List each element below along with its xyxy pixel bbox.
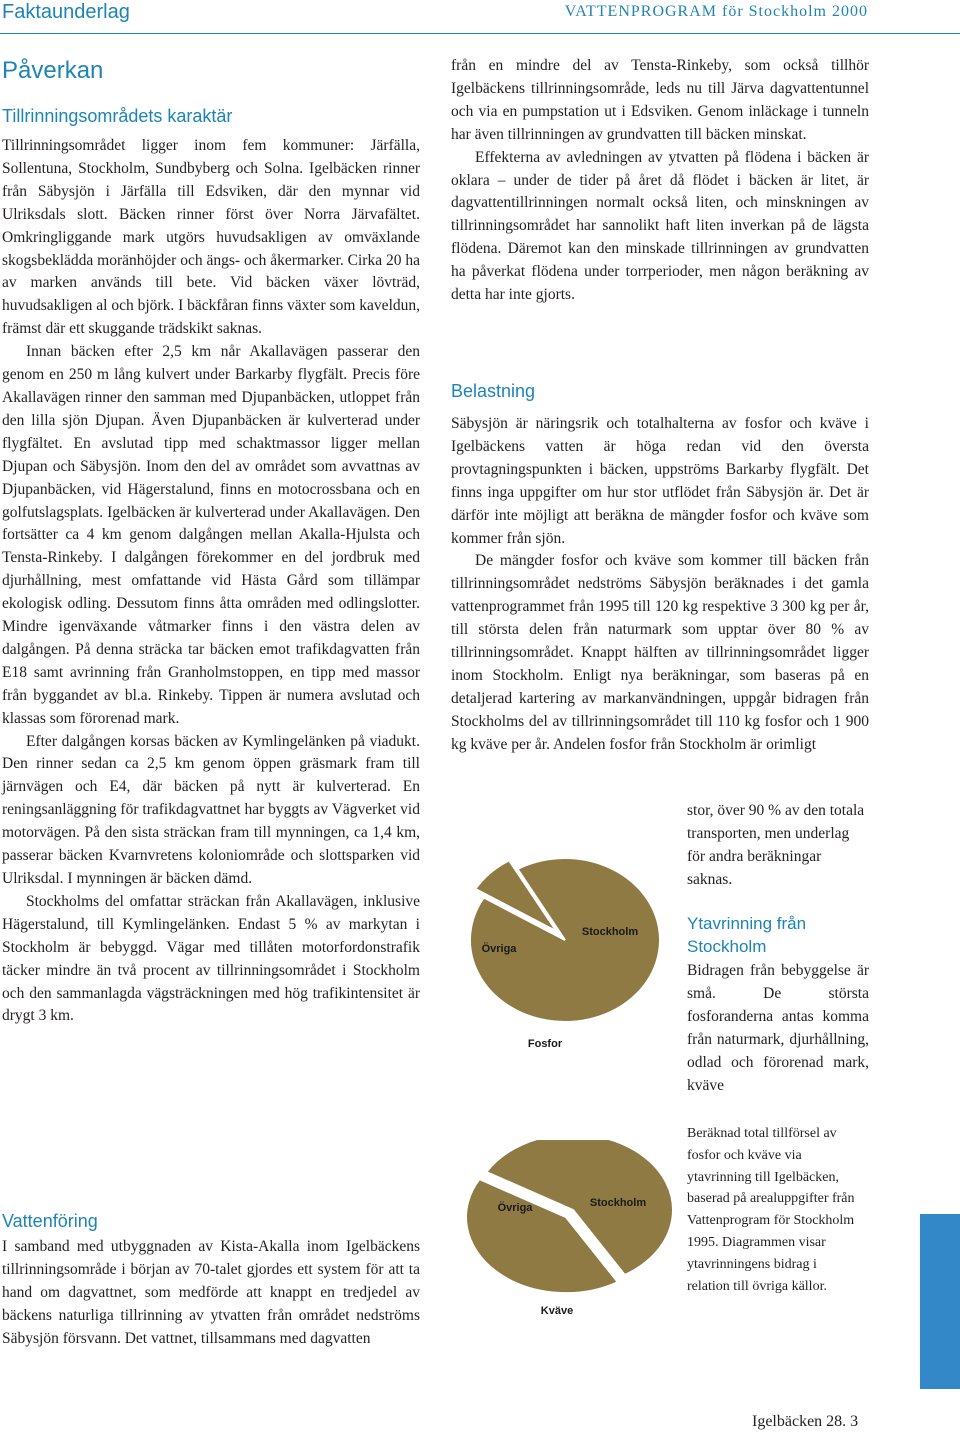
column-left-body-vattenforing bbox=[2, 1236, 420, 1351]
heading-tillrinningsomradets-karaktar: Tillrinningsområdets karaktär bbox=[2, 106, 233, 126]
heading-ytavrinning-fran-stockholm: Ytavrinning från Stockholm bbox=[687, 914, 807, 956]
pie-title-fosfor: Fosfor bbox=[527, 1038, 563, 1050]
paragraph: I samband med utbyggnaden av Kista-Akalla inom Igelbäckens tillrinningsområde i början av 70-talet gjordes ett system för att ta hand om dagvattnet, som medförde att knappt en tredjedel av bäckens naturliga tillrinning av ytvatten från området nedströms Säbysjön försvann. Det vattnet, tillsammans med dagvatten bbox=[2, 1238, 420, 1347]
pie-chart-kvave bbox=[455, 1140, 680, 1330]
pie1-group bbox=[470, 858, 660, 1022]
chapter-tab bbox=[920, 1214, 960, 1389]
pie2-group bbox=[466, 1140, 673, 1293]
header-section-label: Faktaunderlag bbox=[2, 1, 130, 23]
column-right-body-belastning bbox=[451, 413, 869, 757]
section-title: Påverkan bbox=[2, 57, 104, 84]
pie-label: Övriga bbox=[497, 1202, 533, 1214]
paragraph: Stockholms del omfattar sträckan från Akallavägen, inklusive Hägerstalund, till Kymlingelänken. Endast 5 % av markytan i Stockholm är bebyggd. Vägar med tillåten motorfordonstrafik täcker mindre än två procent av tillrinningsområdet i Stockholm och den sammanlagda vägsträckningen med hög trafikintensitet är drygt 3 km. bbox=[2, 892, 420, 1025]
column-left-body bbox=[2, 135, 420, 1028]
pie-label: Stockholm bbox=[589, 1197, 647, 1209]
paragraph: De mängder fosfor och kväve som kommer till bäcken från tillrinningsområdet nedströms Säbysjön beräknades i det gamla vattenprogrammet från 1995 till 120 kg respektive 3 300 kg per år, till största delen från naturmark som upptar över 80 % av tillrinningsområdet. Knappt hälften av tillrinningsområdet ligger inom Stockholm. Enligt nya beräkningar, som baseras på en detaljerad kartering av markanvändningen, uppgår bidragen från Stockholms del av tillrinningsområdet till 110 kg fosfor och 1 900 kg kväve per år. Andelen fosfor från Stockholm är orimligt bbox=[451, 552, 869, 753]
heading-vattenforing: Vattenföring bbox=[2, 1211, 98, 1231]
column-right-body bbox=[451, 55, 869, 307]
paragraph: Efter dalgången korsas bäcken av Kymlingelänken på viadukt. Den rinner sedan ca 2,5 km genom öppen gräsmark fram till järnvägen och E4, där bäcken på nytt är kulverterad. En reningsanläggning för trafikdagvattnet har byggts av Vägverket vid motorvägen. På den sista sträckan fram till mynningen, ca 1,4 km, passerar bäcken Kvarnvretens koloniområde och slottsparken vid Ulriksdal. I mynningen är bäcken dämd. bbox=[2, 732, 420, 887]
header-divider bbox=[0, 33, 960, 34]
paragraph: stor, över 90 % av den totala transporten, men underlag för andra beräkningar saknas. bbox=[687, 802, 865, 888]
paragraph-ytavrinning bbox=[687, 960, 869, 1097]
pie-label: Stockholm bbox=[581, 926, 639, 938]
pie-title-kvave: Kväve bbox=[540, 1305, 574, 1317]
paragraph: Bidragen från bebyggelse är små. De största fosforanderna antas komma från naturmark, djurhållning, odlad och förorenad mark, kväve bbox=[687, 962, 869, 1094]
page-footer: Igelbäcken 28. 3 bbox=[752, 1413, 859, 1430]
pie-label: Övriga bbox=[481, 943, 517, 955]
figure-caption: Beräknad total tillförsel av fosfor och kväve via ytavrinning till Igelbäcken, baserad på arealuppgifter från Vattenprogram för Stockholm 1995. Diagrammen visar ytavrinningens bidrag i relation till övriga källor. bbox=[687, 1126, 855, 1294]
paragraph-continuation bbox=[687, 800, 869, 892]
heading-belastning: Belastning bbox=[451, 381, 536, 401]
paragraph: Säbysjön är näringsrik och totalhalterna av fosfor och kväve i Igelbäckens vatten är höga redan vid den översta provtagningspunkten i bäcken, uppströms Barkarby flygfält. Det finns inga uppgifter om hur stor utflödet från Säbysjön är. Det är därför inte möjligt att beräkna de mängder fosfor och kväve som kommer från sjön. bbox=[451, 415, 869, 547]
paragraph: Innan bäcken efter 2,5 km når Akallavägen passerar den genom en 250 m lång kulvert under Barkarby flygfält. Precis före Akallavägen rinner den samman med Djupanbäcken, utloppet från den lilla sjön Djupan. Även Djupanbäcken är kulverterad under flygfältet. En avslutad tipp med schaktmassor ligger mellan Djupan och Säbysjön. Inom den del av området som avvattnas av Djupanbäcken, vid Hägerstalund, finns en motocrossbana och en golfutslagsplats. Igelbäcken är kulverterad under Akallavägen. Den fortsätter ca 4 km genom dalgången mellan Akalla-Hjulsta och Tensta-Rinkeby. I dalgången förekommer en del jordbruk med djurhållning, mest omfattande vid Hästa Gård som tillämpar ekologisk odling. Dessutom finns åtta områden med odlingslotter. Mindre igenväxande våtmarker finns i den västra delen av dalgången. På denna sträcka tar bäcken emot trafikdagvatten från E18 samt avrinning från Granholmstoppen, en tipp med massor från byggandet av bl.a. Rinkeby. Tippen är numera avslutad och klassas som förorenad mark. bbox=[2, 343, 420, 727]
header-program-title: VATTENPROGRAM för Stockholm 2000 bbox=[564, 3, 868, 20]
paragraph: Tillrinningsområdet ligger inom fem kommuner: Järfälla, Sollentuna, Stockholm, Sundbyberg och Solna. Igelbäcken rinner från Säbysjön i Järfälla till Edsviken, där den mynnar vid Ulriksdals slott. Bäcken rinner först över Norra Järvafältet. Omkringliggande mark utgörs huvudsakligen av omväxlande skogsbeklädda moränhöjder och ängs- och åkermarker. Cirka 20 ha av marken används till bete. Vid bäcken växer lövträd, huvudsakligen al och björk. I bäckfåran finns växter som kaveldun, främst där ett skuggande trädskikt saknas. bbox=[2, 137, 420, 338]
paragraph: från en mindre del av Tensta-Rinkeby, som också tillhör Igelbäckens tillrinningsområde, leds nu till Järva dagvattentunnel och via en pumpstation ut i Edsviken. Genom inläckage i tunneln har även tillrinningen av grundvatten till bäcken minskat. bbox=[451, 57, 869, 143]
paragraph: Effekterna av avledningen av ytvatten på flödena i bäcken är oklara – under de tider på året då flödet i bäcken är litet, är dagvattentillrinningen normalt också liten, och minskningen av tillrinningsområdet har sannolikt haft liten inverkan på de lägsta flödena. Däremot kan den minskade tillrinningen av grundvatten ha påverkat flödena under torrperioder, men någon beräkning av detta har inte gjorts. bbox=[451, 148, 869, 304]
